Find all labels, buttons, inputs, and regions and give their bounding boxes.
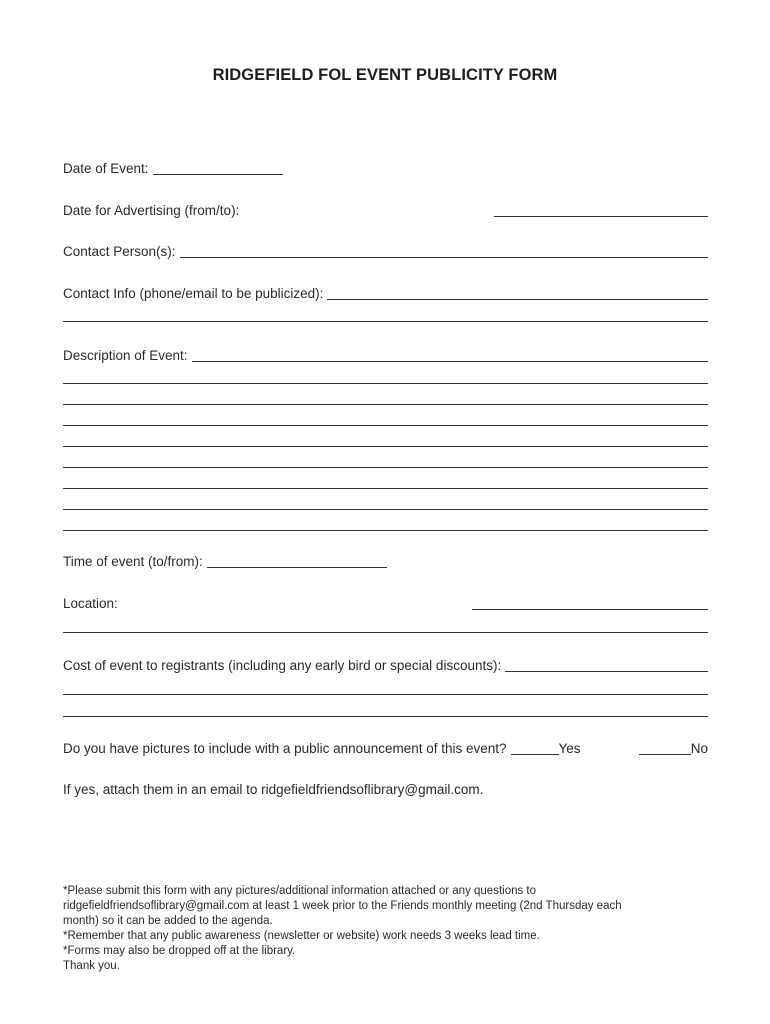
time-of-event-label: Time of event (to/from):	[63, 554, 203, 569]
location-row	[63, 595, 708, 613]
contact-persons-label: Contact Person(s):	[63, 244, 176, 259]
yes-label: Yes	[558, 741, 581, 756]
cost-continuation	[63, 680, 708, 698]
yes-blank[interactable]	[511, 740, 559, 755]
footnote-line: Thank you.	[63, 960, 120, 972]
description-label: Description of Event:	[63, 348, 188, 363]
no-blank[interactable]	[639, 740, 691, 755]
contact-info-blank[interactable]	[327, 285, 708, 300]
description-blank-4[interactable]	[63, 411, 708, 426]
location-blank-2[interactable]	[63, 618, 708, 633]
cost-continuation	[63, 702, 708, 720]
cost-blank-3[interactable]	[63, 702, 708, 717]
description-continuation	[63, 390, 708, 408]
description-continuation	[63, 453, 708, 471]
description-continuation	[63, 516, 708, 534]
description-row	[63, 347, 708, 365]
attach-note: If yes, attach them in an email to ridgefieldfriendsoflibrary@gmail.com.	[63, 782, 484, 797]
footnote-line: month) so it can be added to the agenda.	[63, 915, 273, 927]
attach-note-row	[63, 781, 708, 799]
description-continuation	[63, 495, 708, 513]
description-blank-3[interactable]	[63, 390, 708, 405]
time-of-event-row	[63, 553, 708, 571]
date-for-advertising-label: Date for Advertising (from/to):	[63, 203, 240, 218]
description-blank[interactable]	[192, 347, 708, 362]
location-label: Location:	[63, 596, 118, 611]
footnote-line: *Forms may also be dropped off at the library.	[63, 945, 296, 957]
cost-label: Cost of event to registrants (including any early bird or special discounts):	[63, 658, 502, 673]
contact-info-continuation	[63, 307, 708, 325]
no-label: No	[690, 741, 708, 756]
description-blank-7[interactable]	[63, 474, 708, 489]
date-of-event-label: Date of Event:	[63, 161, 149, 176]
location-continuation	[63, 618, 708, 636]
footnote-line: *Please submit this form with any pictures/additional information attached or any questions to	[63, 885, 537, 897]
description-continuation	[63, 369, 708, 387]
footnote-line: ridgefieldfriendsoflibrary@gmail.com at least 1 week prior to the Friends monthly meeting (2nd Thursday each	[63, 900, 622, 912]
contact-persons-blank[interactable]	[180, 243, 708, 258]
location-blank[interactable]	[472, 595, 708, 610]
description-blank-2[interactable]	[63, 369, 708, 384]
pictures-row	[63, 740, 708, 758]
pictures-question: Do you have pictures to include with a public announcement of this event?	[63, 741, 507, 756]
description-blank-8[interactable]	[63, 495, 708, 510]
date-for-advertising-blank[interactable]	[494, 202, 708, 217]
description-continuation	[63, 411, 708, 429]
cost-row	[63, 657, 708, 675]
form-title: RIDGEFIELD FOL EVENT PUBLICITY FORM	[212, 66, 558, 84]
cost-blank[interactable]	[505, 657, 708, 672]
date-of-event-row	[63, 160, 708, 178]
contact-info-blank-2[interactable]	[63, 307, 708, 322]
footnotes	[63, 884, 713, 974]
cost-blank-2[interactable]	[63, 680, 708, 695]
description-blank-5[interactable]	[63, 432, 708, 447]
description-continuation	[63, 474, 708, 492]
date-of-event-blank[interactable]	[153, 160, 283, 175]
description-blank-9[interactable]	[63, 516, 708, 531]
contact-info-label: Contact Info (phone/email to be publicized):	[63, 286, 324, 301]
date-for-advertising-row	[63, 202, 708, 220]
description-blank-6[interactable]	[63, 453, 708, 468]
footnote-line: *Remember that any public awareness (newsletter or website) work needs 3 weeks lead time.	[63, 930, 540, 942]
contact-info-row	[63, 285, 708, 303]
description-continuation	[63, 432, 708, 450]
time-of-event-blank[interactable]	[207, 553, 387, 568]
contact-persons-row	[63, 243, 708, 261]
